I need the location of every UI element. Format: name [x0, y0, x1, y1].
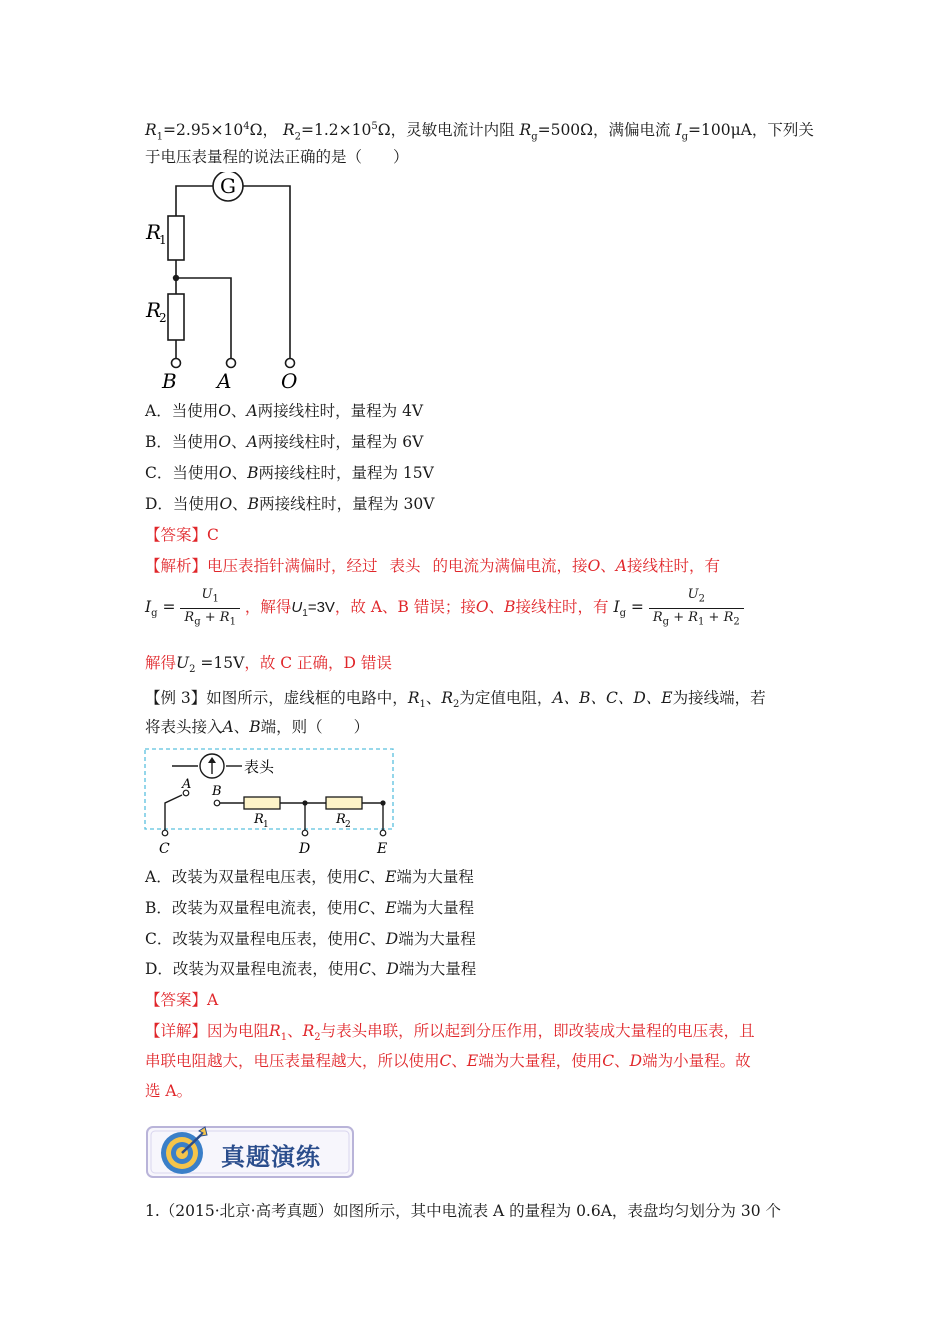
terminal-b-label: B [162, 369, 177, 393]
u1-expression [291, 599, 335, 620]
terminal-symbol: C [439, 1052, 452, 1070]
terminal-symbol: O [218, 464, 232, 482]
terminal-symbol: C [357, 868, 370, 886]
r2-symbol: R [441, 689, 454, 707]
terminal-e [380, 830, 386, 836]
detail-tag: 【详解】 [145, 1022, 208, 1040]
example-text: 为接线端，若 [672, 689, 766, 707]
eq-subscript: g [662, 616, 670, 628]
terminal-symbol: D [385, 930, 399, 948]
r2-subscript: 2 [453, 699, 460, 711]
rg-symbol: R [519, 121, 532, 140]
terminal-list: A、B、C、D、E [552, 689, 673, 707]
terminal-b-label: B [212, 784, 222, 799]
eq-symbol: I [145, 598, 152, 617]
equation-1 [145, 587, 245, 628]
r2-value: =1.2×10 [300, 121, 372, 140]
terminal-symbol: A [615, 557, 627, 575]
analysis-text: 的电流为满偏电流，接 [432, 557, 588, 575]
ex3-option-a[interactable] [145, 866, 474, 888]
terminal-symbol: O [219, 495, 233, 513]
r1-symbol: R [145, 121, 157, 140]
example-text: 端，则（ ） [260, 718, 370, 736]
eq-subscript: g [151, 608, 158, 620]
option-b[interactable] [145, 431, 423, 453]
eq-sign: = [630, 598, 644, 617]
separator: 、 [369, 868, 386, 886]
separator: 、 [425, 689, 442, 707]
eq-sign: + [200, 609, 220, 625]
example3-line2 [145, 716, 369, 738]
r1-unit: Ω， [249, 121, 278, 140]
separator: 、 [231, 433, 247, 451]
terminal-symbol: O [218, 402, 231, 420]
section-banner [145, 1123, 357, 1181]
analysis-line3 [145, 652, 392, 681]
terminal-symbol: D [386, 960, 399, 978]
terminal-symbol: D [629, 1052, 643, 1070]
example-tag: 【例 3】 [145, 689, 207, 707]
example-text: 将表头接入 [145, 718, 223, 736]
terminal-symbol: B [249, 718, 261, 736]
analysis-text: 表头 [389, 557, 421, 575]
junction-e [380, 800, 385, 805]
option-text: A．改装为双量程电压表，使用 [145, 868, 358, 886]
option-text: 两接线柱时，量程为 15V [258, 464, 434, 482]
eq-value: =15V [195, 654, 245, 672]
analysis-text: ，解得 [244, 598, 292, 617]
eq-symbol: R [184, 609, 195, 625]
resistor-r2 [168, 294, 184, 340]
r1-value: =2.95×10 [163, 121, 244, 140]
terminal-symbol: E [466, 1052, 479, 1070]
rg-subscript: g [531, 131, 538, 143]
analysis-text: 解得 [145, 654, 177, 672]
banner-title: 真题演练 [221, 1143, 321, 1171]
example3-line1 [145, 687, 766, 716]
terminal-a-label: A [217, 369, 232, 393]
junction-dot [173, 275, 179, 281]
r1-label: R [146, 220, 162, 244]
r2-subscript: 2 [294, 131, 301, 143]
eq-symbol: U [291, 599, 303, 617]
terminal-symbol: O [587, 557, 601, 575]
answer-line [145, 524, 219, 546]
switch-arm-a [165, 795, 182, 830]
r2-subscript: 2 [314, 1032, 321, 1044]
terminal-symbol: A [246, 433, 258, 451]
answer-tag: 【答案】 [145, 526, 208, 544]
eq-symbol: U [176, 654, 190, 672]
r2-label-sub: 2 [345, 820, 351, 830]
equation-2 [613, 587, 743, 628]
terminal-symbol: C [357, 899, 370, 917]
eq-sign: = [162, 598, 176, 617]
ex3-option-c[interactable] [145, 928, 476, 950]
r1-exponent: 4 [243, 121, 250, 132]
option-d[interactable] [145, 493, 434, 515]
terminal-o-label: O [281, 369, 298, 393]
eq-symbol: R [652, 609, 663, 625]
option-text: 端为大量程 [396, 868, 474, 886]
denominator [649, 609, 744, 631]
answer-tag: 【答案】 [145, 991, 208, 1009]
separator: 、 [230, 402, 247, 420]
terminal-symbol: O [218, 433, 232, 451]
terminal-a [227, 359, 236, 368]
option-c[interactable] [145, 462, 434, 484]
separator: 、 [287, 1022, 303, 1040]
option-text: D．改装为双量程电流表，使用 [145, 960, 359, 978]
ex3-detail-line1 [145, 1020, 755, 1049]
resistor-r2 [326, 797, 362, 809]
rg-value: =500Ω，满偏电流 [537, 121, 671, 140]
eq-value: =3V [307, 599, 335, 617]
separator: 、 [370, 960, 387, 978]
option-text: 端为大量程 [398, 960, 477, 978]
option-text: C．改装为双量程电压表，使用 [145, 930, 359, 948]
detail-text: 串联电阻越大，电压表量程越大，所以使用 [145, 1052, 440, 1070]
analysis-text: 接线柱时，有 [627, 557, 721, 575]
analysis-tag: 【解析】 [145, 557, 208, 575]
example-text: 为定值电阻， [459, 689, 553, 707]
separator: 、 [233, 718, 250, 736]
option-text: C．当使用 [145, 464, 219, 482]
ig-subscript: g [681, 131, 688, 143]
r1-subscript: 1 [280, 1032, 288, 1044]
eq-subscript: g [619, 608, 626, 620]
eq-symbol: R [688, 609, 699, 625]
terminal-c [162, 830, 168, 836]
eq-subscript: 1 [302, 608, 308, 620]
option-text: B．改装为双量程电流表，使用 [145, 899, 358, 917]
option-text: A．当使用 [145, 402, 219, 420]
r1-label-sub: 1 [263, 820, 269, 830]
ex3-option-b[interactable] [145, 897, 474, 919]
separator: 、 [369, 899, 386, 917]
ex3-option-d[interactable] [145, 958, 476, 980]
r1-symbol: R [269, 1022, 281, 1040]
r2-label: R [336, 812, 346, 827]
terminal-b [214, 800, 220, 806]
terminal-a-label: A [182, 777, 192, 792]
ig-value: =100μA，下列关 [688, 121, 814, 140]
analysis-line2 [145, 586, 744, 634]
eq-sign: + [704, 609, 724, 625]
eq-symbol: U [687, 587, 699, 602]
meter-conversion-circuit-diagram [142, 746, 396, 858]
separator: 、 [488, 598, 505, 617]
r1-label: R [254, 812, 264, 827]
terminal-b [172, 359, 181, 368]
r1-symbol: R [407, 689, 420, 707]
separator: 、 [614, 1052, 630, 1070]
terminal-symbol: B [247, 464, 259, 482]
analysis-line1 [145, 555, 720, 577]
wire-right [243, 186, 290, 358]
option-text: 两接线柱时，量程为 30V [259, 495, 435, 513]
terminal-symbol: B [247, 495, 260, 513]
option-text: 两接线柱时，量程为 6V [257, 433, 424, 451]
r2-symbol: R [282, 121, 295, 140]
detail-text: 与表头串联，所以起到分压作用，即改装成大量程的电压表，且 [320, 1022, 755, 1040]
eq-symbol: U [201, 587, 213, 602]
eq-subscript: 2 [733, 616, 740, 628]
r2-symbol: R [302, 1022, 315, 1040]
r2-exponent: 5 [371, 121, 378, 132]
analysis-text: 接线柱时，有 [515, 598, 609, 617]
terminal-symbol: A [222, 718, 234, 736]
eq-sign: + [669, 609, 689, 625]
terminal-d-label: D [299, 841, 311, 857]
option-text: 端为大量程 [398, 930, 476, 948]
analysis-text: ，故 C 正确，D 错误 [244, 654, 392, 672]
galvanometer-label: G [220, 174, 236, 198]
galvanometer-circuit-diagram [140, 172, 310, 394]
terminal-symbol: O [475, 598, 489, 617]
separator: 、 [370, 930, 386, 948]
terminal-e-label: E [377, 841, 388, 857]
terminal-c-label: C [159, 841, 170, 857]
terminal-symbol: B [504, 598, 516, 617]
analysis-text: 电压表指针满偏时，经过 [207, 557, 378, 575]
r1-subscript: 1 [156, 131, 164, 143]
fraction [180, 586, 240, 630]
option-text: B．当使用 [145, 433, 219, 451]
detail-text: 端为大量程，使用 [478, 1052, 603, 1070]
ex3-answer-line [145, 989, 218, 1011]
terminal-symbol: E [385, 899, 397, 917]
resistor-r1 [168, 216, 184, 260]
eq-symbol: R [723, 609, 734, 625]
option-text: D．当使用 [145, 495, 220, 513]
terminal-symbol: C [358, 960, 371, 978]
separator: 、 [451, 1052, 467, 1070]
eq-symbol: R [219, 609, 230, 625]
detail-text: 端为小量程。故 [642, 1052, 751, 1070]
r2-unit: Ω，灵敏电流计内阻 [377, 121, 515, 140]
eq-subscript: 1 [229, 616, 236, 628]
ex3-detail-line3: 选 A。 [145, 1082, 193, 1100]
answer-value: C [207, 526, 219, 544]
eq-subscript: 1 [698, 616, 705, 628]
terminal-symbol: A [246, 402, 258, 420]
example-text: 如图所示，虚线框的电路中， [206, 689, 408, 707]
separator: 、 [231, 464, 248, 482]
r1-subscript: 1 [419, 699, 426, 711]
terminal-d [302, 830, 308, 836]
question1-line: 1.（2015·北京·高考真题）如图所示，其中电流表 A 的量程为 0.6A，表盘均匀划分为 30 个 [145, 1202, 781, 1220]
ig-symbol: I [675, 121, 682, 140]
resistor-r1 [244, 797, 280, 809]
question-intro-line2: 于电压表量程的说法正确的是（ ） [145, 148, 409, 166]
detail-text: 因为电阻 [207, 1022, 270, 1040]
eq-subscript: 2 [698, 593, 705, 605]
terminal-symbol: C [602, 1052, 615, 1070]
separator: 、 [600, 557, 616, 575]
eq-subscript: g [194, 616, 201, 628]
eq-symbol: I [613, 598, 620, 617]
fraction [649, 586, 744, 630]
terminal-symbol: E [385, 868, 397, 886]
question-intro-line1 [145, 116, 814, 148]
wire-left-top [176, 186, 213, 216]
numerator [180, 586, 240, 609]
option-text: 两接线柱时，量程为 4V [257, 402, 424, 420]
r2-label-sub: 2 [159, 311, 167, 325]
r1-label-sub: 1 [159, 233, 167, 247]
numerator [649, 586, 744, 609]
terminal-symbol: C [358, 930, 371, 948]
separator: 、 [232, 495, 248, 513]
answer-value: A [207, 991, 219, 1009]
r2-label: R [146, 298, 162, 322]
terminal-o [286, 359, 295, 368]
meter-label: 表头 [244, 758, 275, 776]
ex3-detail-line2 [145, 1050, 751, 1072]
junction-d [302, 800, 307, 805]
eq-subscript: 2 [189, 664, 196, 676]
option-a[interactable] [145, 400, 423, 422]
denominator [180, 609, 240, 631]
eq-subscript: 1 [212, 593, 219, 605]
option-text: 端为大量程 [396, 899, 475, 917]
analysis-text: ，故 A、B 错误；接 [334, 598, 476, 617]
